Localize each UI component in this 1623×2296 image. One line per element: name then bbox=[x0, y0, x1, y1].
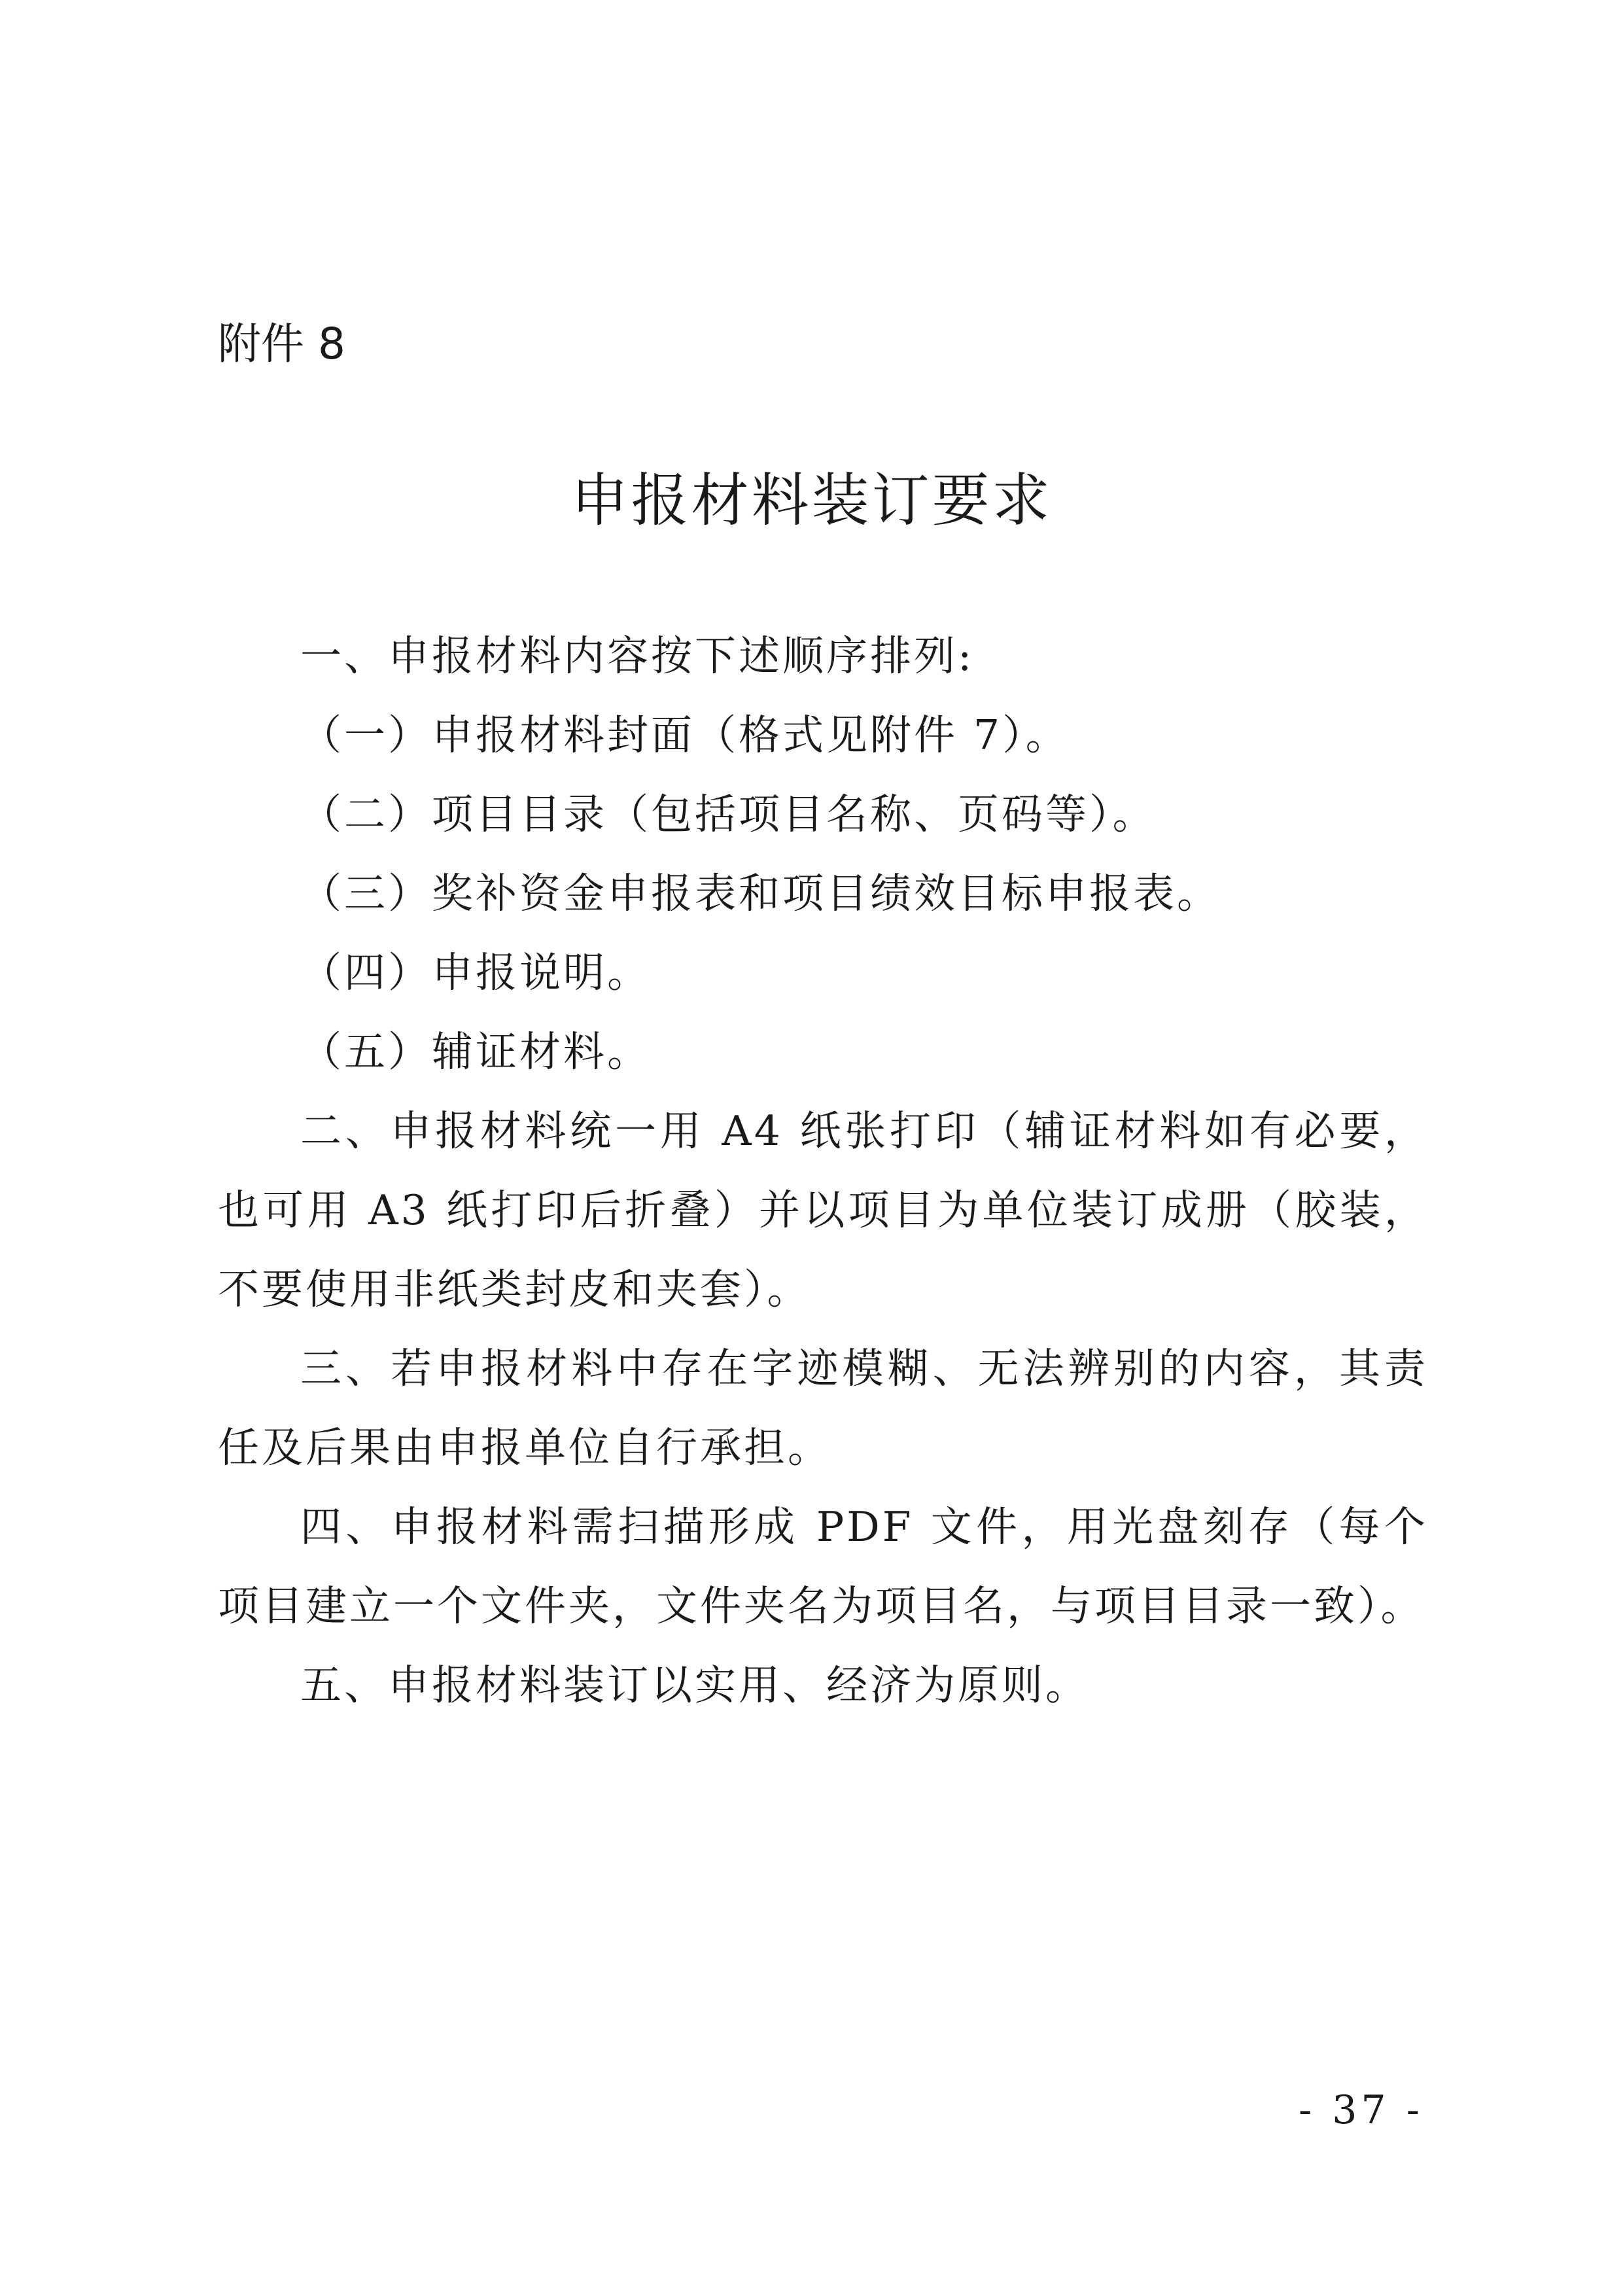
paragraph-section-4: 四、申报材料需扫描形成 PDF 文件，用光盘刻存（每个项目建立一个文件夹，文件夹名为项目名，与项目目录一致）。 bbox=[218, 1503, 1428, 1630]
paragraph-item-4: （四）申报说明。 bbox=[300, 949, 651, 997]
document-title: 申报材料装订要求 bbox=[570, 467, 1053, 534]
paragraph-section-5: 五、申报材料装订以实用、经济为原则。 bbox=[300, 1661, 1089, 1709]
attachment-label: 附件 8 bbox=[218, 319, 345, 369]
paragraph-item-3: （三）奖补资金申报表和项目绩效目标申报表。 bbox=[300, 870, 1221, 917]
paragraph-item-5: （五）辅证材料。 bbox=[300, 1028, 651, 1076]
paragraph-section-2: 二、申报材料统一用 A4 纸张打印（辅证材料如有必要，也可用 A3 纸打印后折叠）并以项目为单位装订成册（胶装，不要使用非纸类封皮和夹套）。 bbox=[218, 1107, 1428, 1313]
page-number: - 37 - bbox=[1298, 2087, 1423, 2133]
paragraph-section-1: 一、申报材料内容按下述顺序排列: bbox=[300, 632, 975, 680]
paragraph-section-3: 三、若申报材料中存在字迹模糊、无法辨别的内容，其责任及后果由申报单位自行承担。 bbox=[218, 1345, 1428, 1472]
document-body bbox=[218, 616, 1428, 1725]
paragraph-item-1: （一）申报材料封面（格式见附件 7）。 bbox=[300, 711, 1070, 759]
paragraph-item-2: （二）项目目录（包括项目名称、页码等）。 bbox=[300, 790, 1157, 838]
